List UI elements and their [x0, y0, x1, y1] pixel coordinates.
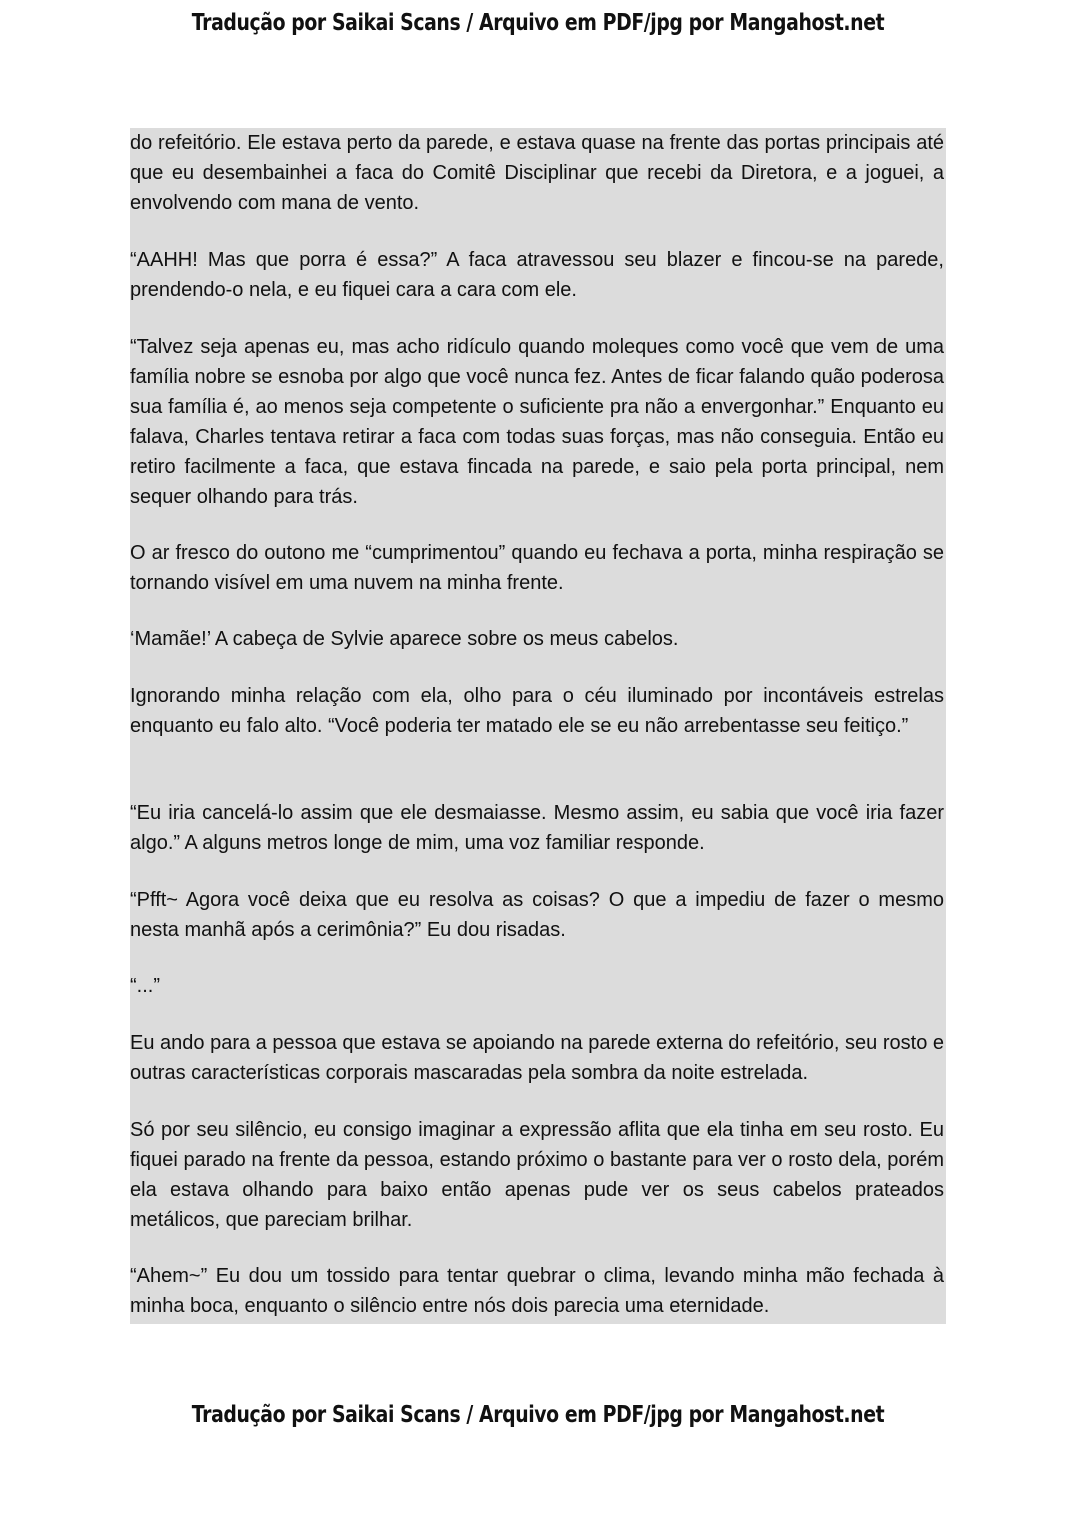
paragraph-4: O ar fresco do outono me “cumprimentou” quando eu fechava a porta, minha respiração se tornando visível em uma nuvem na minha frente.	[130, 542, 944, 594]
paragraph-2: “AAHH! Mas que porra é essa?” A faca atravessou seu blazer e fincou-se na parede, prendendo-o nela, e eu fiquei cara a cara com ele.	[130, 249, 944, 301]
paragraph-5: ‘Mamãe!’ A cabeça de Sylvie aparece sobre os meus cabelos.	[130, 628, 679, 650]
paragraph-3: “Talvez seja apenas eu, mas acho ridículo quando moleques como você que vem de uma família nobre se esnoba por algo que você nunca fez. Antes de ficar falando quão poderosa sua família é, ao menos seja competente o suficiente pra não a envergonhar.” Enquanto eu falava, Charles tentava retirar a faca com todas suas forças, mas não conseguia. Então eu retiro facilmente a faca, que estava fincada na parede, e saio pela porta principal, nem sequer olhando para trás.	[130, 336, 944, 508]
paragraph-8: “Pfft~ Agora você deixa que eu resolva as coisas? O que a impediu de fazer o mesmo nesta manhã após a cerimônia?” Eu dou risadas.	[130, 889, 944, 941]
text-block	[130, 128, 946, 1324]
footer-credit: Tradução por Saikai Scans / Arquivo em PDF/jpg por Mangahost.net	[191, 1402, 885, 1428]
paragraph-12: “Ahem~” Eu dou um tossido para tentar quebrar o clima, levando minha mão fechada à minha boca, enquanto o silêncio entre nós dois parecia uma eternidade.	[130, 1265, 944, 1317]
paragraph-9: “...”	[130, 975, 160, 997]
header-credit: Tradução por Saikai Scans / Arquivo em PDF/jpg por Mangahost.net	[191, 10, 885, 36]
paragraph-1: do refeitório. Ele estava perto da parede, e estava quase na frente das portas principais até que eu desembainhei a faca do Comitê Disciplinar que recebi da Diretora, e a joguei, a envolvendo com mana de vento.	[130, 132, 944, 214]
paragraph-10: Eu ando para a pessoa que estava se apoiando na parede externa do refeitório, seu rosto e outras características corporais mascaradas pela sombra da noite estrelada.	[130, 1032, 944, 1084]
paragraph-7: “Eu iria cancelá-lo assim que ele desmaiasse. Mesmo assim, eu sabia que você iria fazer algo.” A alguns metros longe de mim, uma voz familiar responde.	[130, 802, 944, 854]
paragraph-11: Só por seu silêncio, eu consigo imaginar a expressão aflita que ela tinha em seu rosto. Eu fiquei parado na frente da pessoa, estando próximo o bastante para ver o rosto dela, porém ela estava olhando para baixo então apenas pude ver os seus cabelos prateados metálicos, que pareciam brilhar.	[130, 1119, 944, 1231]
paragraph-6: Ignorando minha relação com ela, olho para o céu iluminado por incontáveis estrelas enquanto eu falo alto. “Você poderia ter matado ele se eu não arrebentasse seu feitiço.”	[130, 685, 944, 737]
